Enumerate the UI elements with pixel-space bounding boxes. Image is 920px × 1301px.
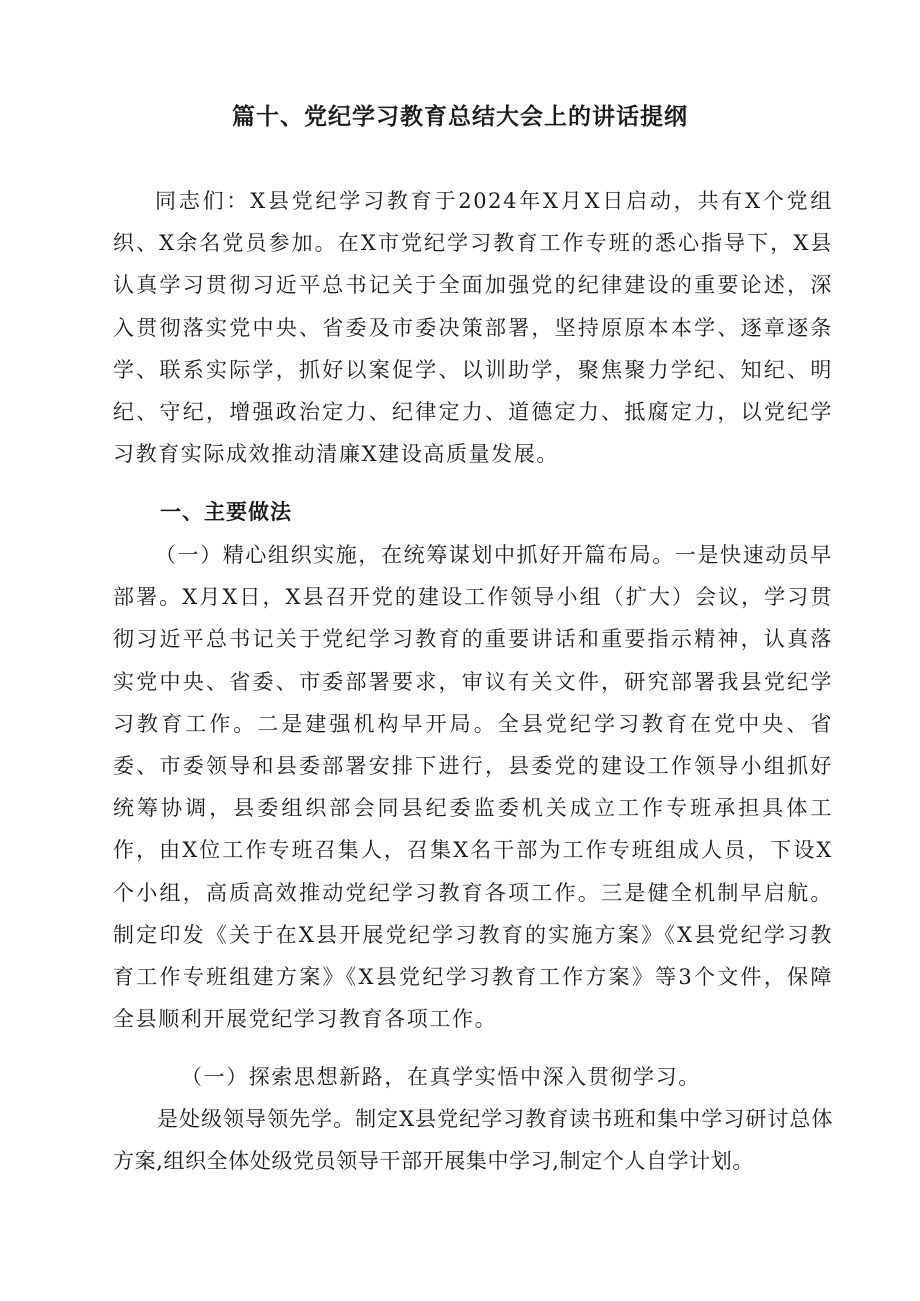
opening-paragraph: 同志们：X县党纪学习教育于2024年X月X日启动，共有X个党组织、X余名党员参加。在X市党纪学习教育工作专班的悉心指导下，X县认真学习贯彻习近平总书记关于全面加强党的纪律建设的重要论述，深入贯彻落实党中央、省委及市委决策部署，坚持原原本本学、逐章逐条学、联系实际学，抓好以案促学、以训助学，聚焦聚力学纪、知纪、明纪、守纪，增强政治定力、纪律定力、道德定力、抵腐定力，以党纪学习教育实际成效推动清廉X建设高质量发展。: [113, 189, 833, 467]
section-item-organize-implementation: （一）精心组织实施，在统筹谋划中抓好开篇布局。一是快速动员早部署。X月X日，X县召开党的建设工作领导小组（扩大）会议，学习贯彻习近平总书记关于党纪学习教育的重要讲话和重要指示精神，认真落实党中央、省委、市委部署要求，审议有关文件，研究部署我县党纪学习教育工作。二是建强机构早开局。全县党纪学习教育在党中央、省委、市委领导和县委部署安排下进行，县委党的建设工作领导小组抓好统筹协调，县委组织部会同县纪委监委机关成立工作专班承担具体工作，由X位工作专班召集人，召集X名干部为工作专班组成人员，下设X个小组，高质高效推动党纪学习教育各项工作。三是健全机制早启航。制定印发《关于在X县开展党纪学习教育的实施方案》《X县党纪学习教育工作专班组建方案》《X县党纪学习教育工作方案》等3个文件，保障全县顺利开展党纪学习教育各项工作。: [113, 543, 833, 1032]
document-title: 篇十、党纪学习教育总结大会上的讲话提纲: [232, 104, 688, 130]
section-item-explore-ideas-body: 是处级领导领先学。制定X县党纪学习教育读书班和集中学习研讨总体方案,组织全体处级党员领导干部开展集中学习,制定个人自学计划。: [113, 1107, 833, 1174]
section-item-explore-ideas: （一）探索思想新路，在真学实悟中深入贯彻学习。: [181, 1065, 701, 1089]
section-heading-main-practices: 一、主要做法: [160, 500, 292, 524]
